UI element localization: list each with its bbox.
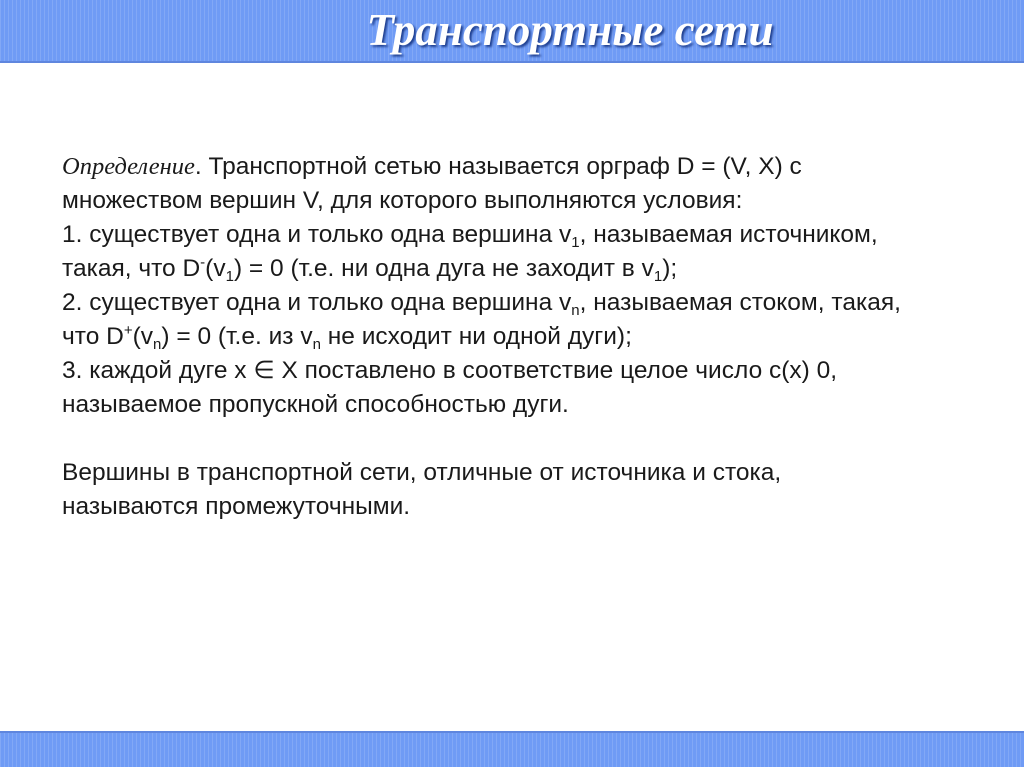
note-line-1: Вершины в транспортной сети, отличные от источника и стока, — [62, 459, 782, 486]
condition-2-text-e: ) = 0 (т.е. из v — [161, 323, 313, 350]
condition-2-text-f: не исходит ни одной дуги); — [320, 323, 632, 350]
definition-line-2: множеством вершин V, для которого выполняются условия: — [62, 187, 743, 214]
condition-1-text-e: ) = 0 (т.е. ни одна дуга не заходит в v — [233, 255, 654, 282]
condition-2-line-2 — [62, 320, 982, 354]
note-line-2: называются промежуточными. — [62, 493, 411, 520]
element-of-symbol: ∈ — [253, 357, 275, 384]
condition-1-text-c: такая, что D — [62, 255, 201, 282]
condition-2-text-d: (v — [132, 323, 154, 350]
condition-3-line-2: называемое пропускной способностью дуги. — [62, 391, 569, 418]
condition-1-line-1 — [62, 218, 982, 252]
condition-2-text-c: что D — [62, 323, 124, 350]
slide-body — [62, 150, 982, 524]
definition-line-1-text: . Транспортной сетью называется орграф D = (V, X) с — [194, 153, 802, 180]
condition-1-text-f: ); — [662, 255, 678, 282]
superscript: + — [123, 322, 133, 339]
subscript: n — [153, 336, 162, 353]
condition-3-text-a: 3. каждой дуге x — [62, 357, 254, 384]
subscript: n — [312, 336, 321, 353]
slide-title: Транспортные сети — [366, 5, 774, 55]
paragraph-gap — [62, 422, 982, 456]
subscript: 1 — [653, 268, 663, 285]
subscript: 1 — [571, 234, 580, 251]
condition-1-text-b: , называемая источником, — [579, 221, 878, 248]
superscript: - — [200, 254, 206, 271]
subscript: 1 — [225, 268, 234, 285]
header-band — [0, 0, 1024, 63]
condition-2-text-a: 2. существует одна и только одна вершина v — [62, 289, 572, 316]
condition-2-text-b: , называемая стоком, такая, — [579, 289, 901, 316]
condition-1-text-d: (v — [205, 255, 226, 282]
condition-1-text-a: 1. существует одна и только одна вершина v — [62, 221, 572, 248]
condition-3-text-b: X поставлено в соответствие целое число c(x) 0, — [274, 357, 838, 384]
subscript: n — [571, 302, 580, 319]
condition-1-line-2 — [62, 252, 982, 286]
condition-2-line-1 — [62, 286, 982, 320]
definition-term: Определение — [62, 153, 195, 180]
condition-3-line-1 — [62, 354, 982, 388]
definition-line-1 — [62, 150, 982, 184]
footer-band — [0, 731, 1024, 767]
